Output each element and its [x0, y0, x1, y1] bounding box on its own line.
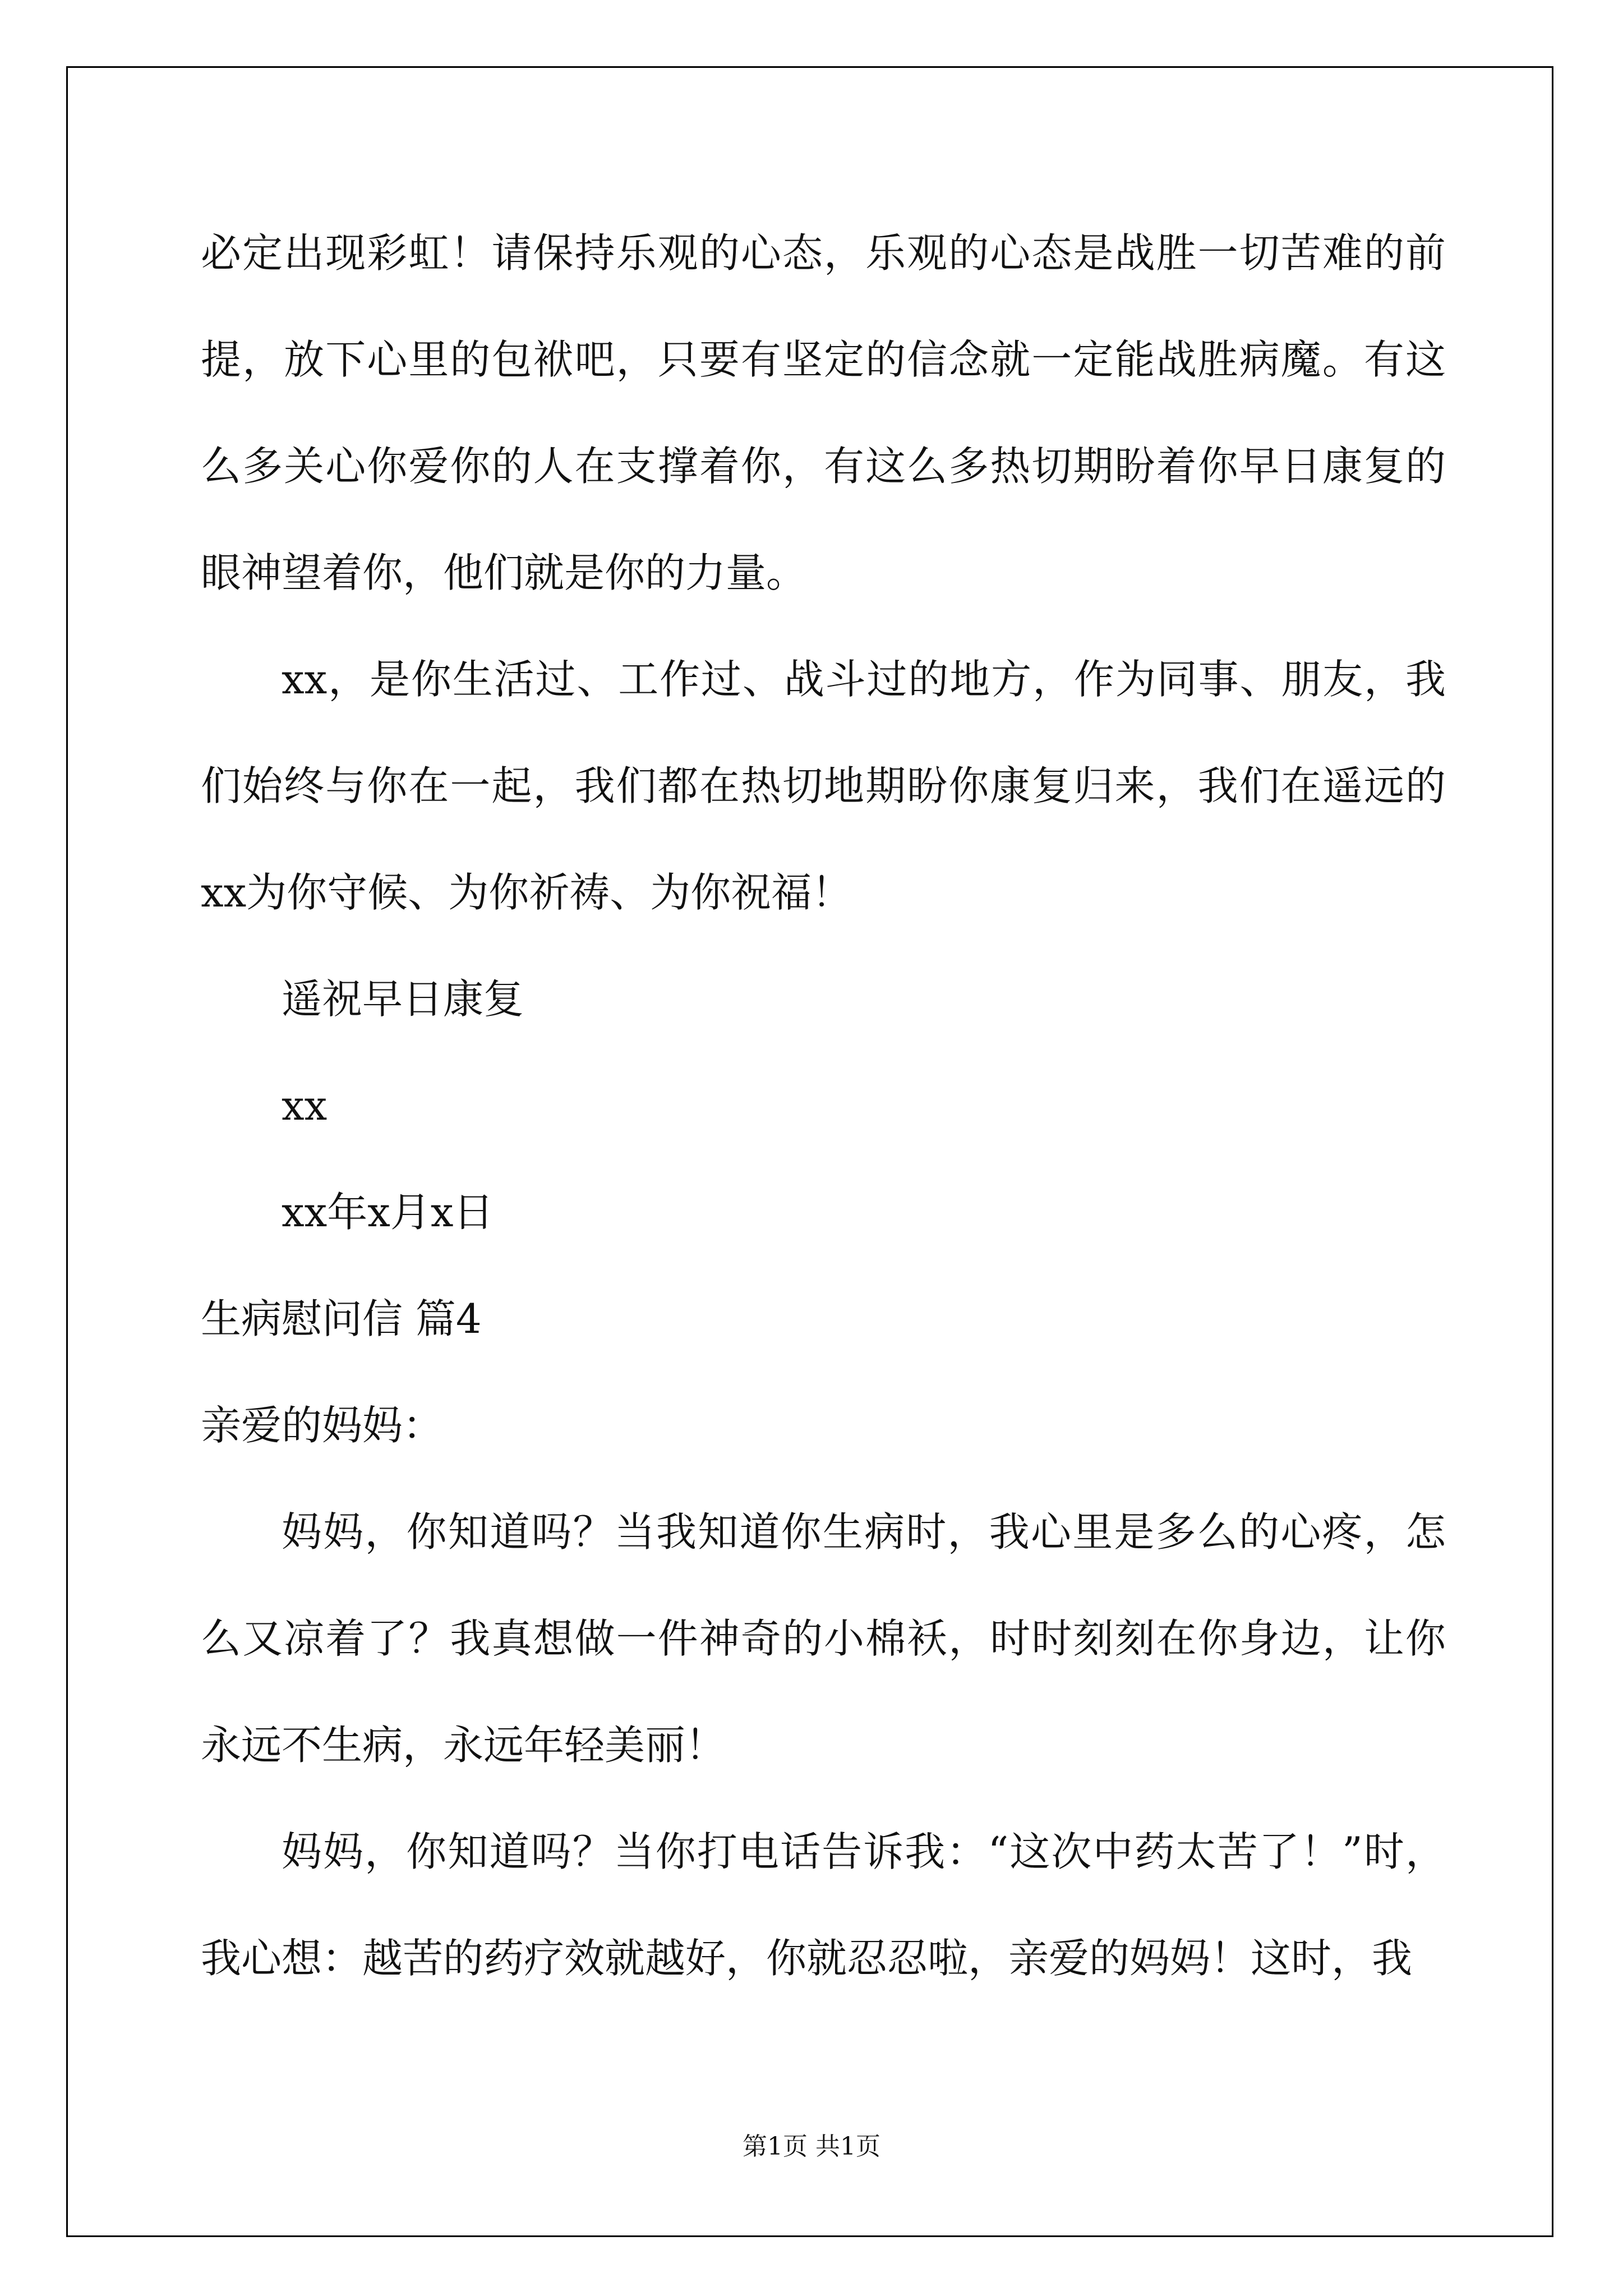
closing-wish: 遥祝早日康复 — [282, 976, 524, 1023]
paragraph-1: 必定出现彩虹！请保持乐观的心态，乐观的心态是战胜一切苦难的前提，放下心里的包袱吧，只要有坚定的信念就一定能战胜病魔。有这么多关心你爱你的人在支撑着你，有这么多热切期盼着你早日康复的眼神望着你，他们就是你的力量。 — [201, 229, 1446, 596]
paragraph-2: xx，是你生活过、工作过、战斗过的地方，作为同事、朋友，我们始终与你在一起，我们都在热切地期盼你康复归来，我们在遥远的xx为你守候、为你祈祷、为你祝福！ — [201, 656, 1446, 916]
signature: xx — [282, 1082, 328, 1129]
letter-body — [201, 200, 1446, 2012]
salutation: 亲爱的妈妈： — [201, 1402, 444, 1449]
page-footer: 第1页 共1页 — [743, 2132, 880, 2161]
paragraph-3: 妈妈，你知道吗？当我知道你生病时，我心里是多么的心疼，怎么又凉着了？我真想做一件神奇的小棉袄，时时刻刻在你身边，让你永远不生病，永远年轻美丽！ — [201, 1508, 1446, 1769]
paragraph-4: 妈妈，你知道吗？当你打电话告诉我：“这次中药太苦了！”时，我心想：越苦的药疗效就越好，你就忍忍啦，亲爱的妈妈！这时，我 — [201, 1828, 1446, 1982]
section-heading: 生病慰问信 篇4 — [201, 1295, 482, 1342]
date-line: xx年x月x日 — [282, 1189, 494, 1236]
